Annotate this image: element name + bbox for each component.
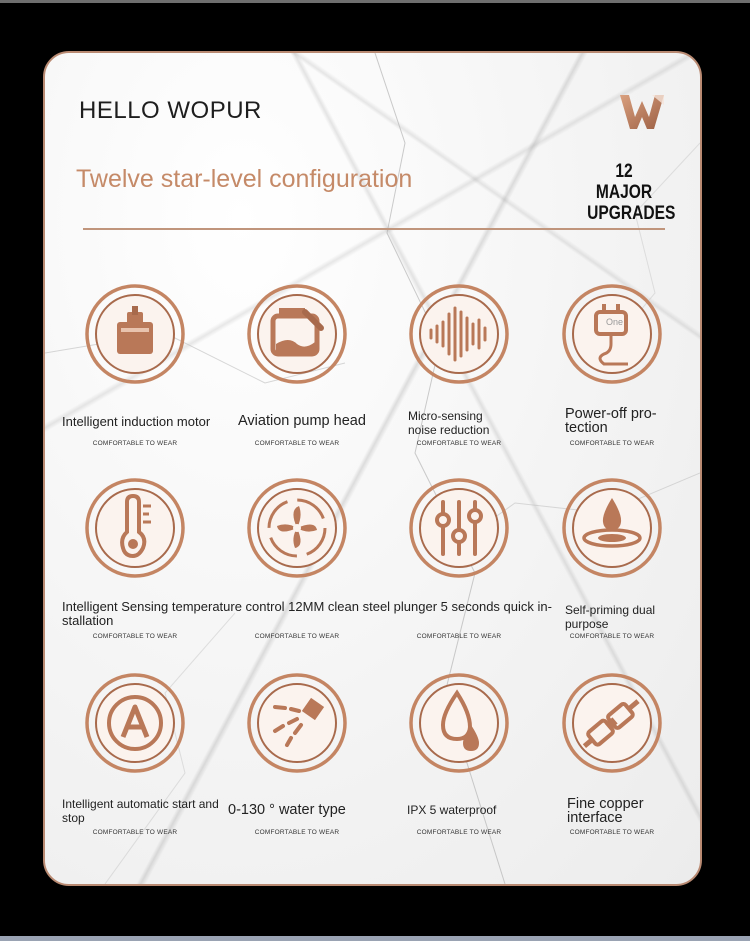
- feature-label: Self-priming dual purpose: [565, 603, 656, 631]
- feature-label: Aviation pump head: [238, 413, 366, 429]
- feature-sub: COMFORTABLE TO WEAR: [92, 829, 178, 836]
- feature-sub: COMFORTABLE TO WEAR: [416, 829, 502, 836]
- feature-label: Intelligent automatic start and stop: [62, 797, 219, 825]
- feature-sub: COMFORTABLE TO WEAR: [416, 440, 502, 447]
- feature-sub: COMFORTABLE TO WEAR: [254, 440, 340, 447]
- brand-title: HELLO WOPUR: [79, 97, 262, 124]
- feature-sub: COMFORTABLE TO WEAR: [92, 633, 178, 640]
- feature-label: Micro-sensing noise reduction: [408, 409, 490, 437]
- bottom-strip: [0, 936, 750, 941]
- feature-card: [43, 51, 702, 886]
- badge-line-2: UPGRADES: [587, 203, 676, 224]
- feature-label: IPX 5 waterproof: [407, 803, 497, 817]
- divider: [83, 228, 665, 230]
- feature-label: Intelligent Sensing temperature control 12MM clean steel plunger 5 seconds quick in- stallation: [62, 599, 552, 628]
- water-drop-icon: [560, 476, 664, 580]
- upgrades-badge: [587, 161, 676, 224]
- waterproof-drops-icon: [407, 671, 511, 775]
- sliders-icon: [407, 476, 511, 580]
- spray-nozzle-icon: [245, 671, 349, 775]
- feature-sub: COMFORTABLE TO WEAR: [569, 633, 655, 640]
- feature-label: Intelligent induction motor: [62, 414, 211, 429]
- wopur-logo-icon: [619, 93, 665, 131]
- feature-label: Fine copper interface: [567, 796, 644, 826]
- pump-head-icon: [245, 282, 349, 386]
- feature-sub: COMFORTABLE TO WEAR: [569, 440, 655, 447]
- feature-sub: COMFORTABLE TO WEAR: [254, 633, 340, 640]
- thermometer-icon: [83, 476, 187, 580]
- power-plug-icon: [560, 282, 664, 386]
- feature-label: 0-130 ° water type: [228, 802, 346, 818]
- top-strip: [0, 0, 750, 3]
- feature-sub: COMFORTABLE TO WEAR: [254, 829, 340, 836]
- feature-sub: COMFORTABLE TO WEAR: [416, 633, 502, 640]
- sound-wave-icon: [407, 282, 511, 386]
- copper-connector-icon: [560, 671, 664, 775]
- feature-label: Power-off pro- tection: [565, 406, 657, 436]
- feature-sub: COMFORTABLE TO WEAR: [569, 829, 655, 836]
- fan-icon: [245, 476, 349, 580]
- headline: Twelve star-level configuration: [76, 165, 413, 193]
- motor-icon: [83, 282, 187, 386]
- badge-line-1: 12 MAJOR: [595, 161, 653, 203]
- plug-icon-text: One: [606, 317, 624, 327]
- auto-a-icon: [83, 671, 187, 775]
- feature-sub: COMFORTABLE TO WEAR: [92, 440, 178, 447]
